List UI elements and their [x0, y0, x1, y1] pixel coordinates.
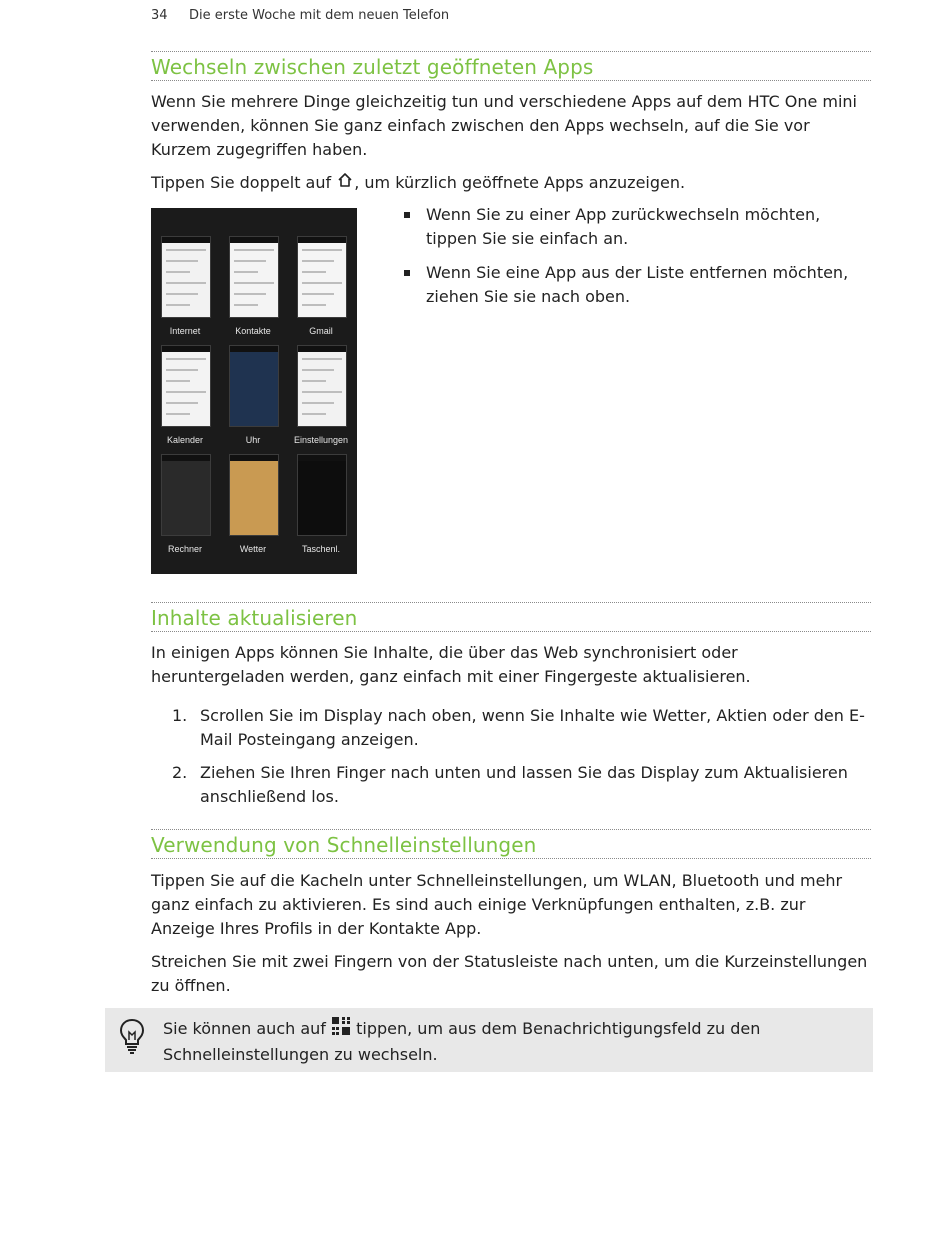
app-thumbnail	[229, 454, 279, 536]
step-number: 2.	[172, 763, 188, 782]
recent-apps-screenshot	[151, 208, 357, 574]
thumbnail-content-line	[166, 304, 190, 306]
thumbnail-content-line	[166, 249, 206, 251]
section-title-recent-apps: Wechseln zwischen zuletzt geöffneten Apps	[151, 55, 594, 79]
app-thumbnail	[161, 345, 211, 427]
app-label: Internet	[169, 326, 201, 336]
app-label: Einstellungen	[293, 435, 349, 445]
section-rule-bottom	[151, 80, 871, 81]
app-label: Wetter	[239, 544, 267, 554]
lightbulb-icon	[119, 1018, 145, 1058]
thumbnail-content-line	[302, 304, 326, 306]
tip-before: Sie können auch auf	[163, 1019, 326, 1038]
home-icon	[336, 171, 354, 196]
thumbnail-content-line	[302, 369, 334, 371]
step-number: 1.	[172, 706, 188, 725]
thumbnail-content-line	[302, 358, 342, 360]
thumbnail-content-line	[166, 380, 190, 382]
section-rule-top	[151, 829, 871, 830]
thumbnail-content-line	[234, 271, 258, 273]
thumbnail-content-line	[166, 391, 206, 393]
thumbnail-content-line	[302, 249, 342, 251]
tip-after: tippen, um aus dem Benachrichtigungsfeld zu den Schnelleinstellungen zu wechseln.	[163, 1019, 761, 1064]
instruction-before: Tippen Sie doppelt auf	[151, 173, 332, 192]
section-rule-top	[151, 51, 871, 52]
step-text: Scrollen Sie im Display nach oben, wenn Sie Inhalte wie Wetter, Aktien oder den E-Mail Posteingang anzeigen.	[200, 706, 865, 749]
app-thumbnail	[297, 454, 347, 536]
step-item	[172, 704, 874, 752]
section-rule-bottom	[151, 858, 871, 859]
thumbnail-content-line	[302, 391, 342, 393]
thumbnail-content-line	[234, 249, 274, 251]
bullet-marker	[404, 270, 410, 276]
app-label: Uhr	[245, 435, 261, 445]
app-thumbnail	[297, 345, 347, 427]
thumbnail-content-line	[302, 260, 334, 262]
app-label: Kontakte	[235, 326, 271, 336]
section-title-refresh: Inhalte aktualisieren	[151, 606, 358, 630]
tip-text	[163, 1016, 843, 1067]
thumbnail-content-line	[166, 402, 198, 404]
app-label: Taschenl.	[301, 544, 341, 554]
recent-apps-intro: Wenn Sie mehrere Dinge gleichzeitig tun und verschiedene Apps auf dem HTC One mini verwenden, können Sie ganz einfach zwischen den Apps wechseln, auf die Sie vor Kurzem zugegriffen haben.	[151, 92, 857, 159]
section-rule-top	[151, 602, 871, 603]
app-label: Rechner	[167, 544, 203, 554]
refresh-intro: In einigen Apps können Sie Inhalte, die über das Web synchronisiert oder heruntergeladen werden, ganz einfach mit einer Fingergeste aktualisieren.	[151, 643, 751, 686]
quick-settings-icon	[331, 1016, 351, 1043]
thumbnail-content-line	[302, 271, 326, 273]
thumbnail-content-line	[302, 380, 326, 382]
section-rule-bottom	[151, 631, 871, 632]
app-label: Kalender	[166, 435, 204, 445]
thumbnail-content-line	[166, 369, 198, 371]
section-title-quick-settings: Verwendung von Schnelleinstellungen	[151, 833, 537, 857]
page-number: 34	[151, 8, 168, 23]
thumbnail-content-line	[302, 413, 326, 415]
app-thumbnail	[297, 236, 347, 318]
bullet-text: Wenn Sie eine App aus der Liste entfernen möchten, ziehen Sie sie nach oben.	[426, 263, 849, 306]
thumbnail-content-line	[166, 260, 198, 262]
app-thumbnail	[229, 345, 279, 427]
thumbnail-content-line	[302, 282, 342, 284]
step-text: Ziehen Sie Ihren Finger nach unten und lassen Sie das Display zum Aktualisieren anschließend los.	[200, 763, 848, 806]
thumbnail-content-line	[234, 293, 266, 295]
app-thumbnail	[161, 236, 211, 318]
app-thumbnail	[229, 236, 279, 318]
bullet-text: Wenn Sie zu einer App zurückwechseln möchten, tippen Sie sie einfach an.	[426, 205, 821, 248]
bullet-item	[404, 261, 874, 309]
instruction-after: , um kürzlich geöffnete Apps anzuzeigen.	[354, 173, 686, 192]
step-item	[172, 761, 874, 809]
app-thumbnail	[161, 454, 211, 536]
quick-settings-paragraph-1: Tippen Sie auf die Kacheln unter Schnelleinstellungen, um WLAN, Bluetooth und mehr ganz einfach zu aktivieren. Es sind auch einige Verknüpfungen enthalten, z.B. zur Anzeige Ihres Profils in der Kontakte App.	[151, 871, 843, 938]
thumbnail-content-line	[234, 304, 258, 306]
thumbnail-content-line	[302, 402, 334, 404]
app-label: Gmail	[309, 326, 333, 336]
bullet-marker	[404, 212, 410, 218]
thumbnail-content-line	[234, 282, 274, 284]
thumbnail-content-line	[166, 293, 198, 295]
thumbnail-content-line	[166, 271, 190, 273]
quick-settings-paragraph-2: Streichen Sie mit zwei Fingern von der Statusleiste nach unten, um die Kurzeinstellungen zu öffnen.	[151, 952, 868, 995]
recent-apps-instruction	[151, 171, 873, 196]
thumbnail-content-line	[166, 413, 190, 415]
bullet-item	[404, 203, 874, 251]
thumbnail-content-line	[166, 358, 206, 360]
thumbnail-content-line	[302, 293, 334, 295]
tip-box	[105, 1008, 873, 1072]
thumbnail-content-line	[234, 260, 266, 262]
running-title: Die erste Woche mit dem neuen Telefon	[189, 8, 450, 23]
running-header	[151, 8, 449, 23]
thumbnail-content-line	[166, 282, 206, 284]
